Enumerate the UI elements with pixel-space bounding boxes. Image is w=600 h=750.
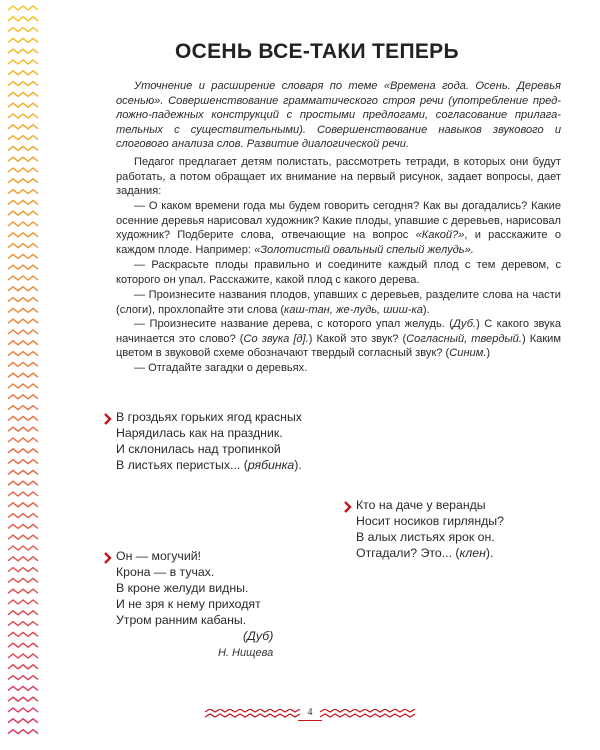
zigzag-row (8, 92, 38, 96)
zigzag-row (8, 265, 38, 269)
zigzag-row (205, 709, 300, 712)
zigzag-row (8, 676, 38, 680)
zigzag-row (8, 708, 38, 712)
riddle-line: Нарядилась как на праздник. (116, 426, 283, 440)
zigzag-row (8, 492, 38, 496)
body-paragraph: — Произнесите названия плодов, упавших с деревьев, разделите слова на части (слоги), прохлопайте эти слова (каш-тан, же-лудь, шиш-ка). (116, 289, 561, 316)
riddle-line: Крона — в тучах. (116, 565, 215, 579)
zigzag-row (8, 71, 38, 75)
zigzag-row (8, 308, 38, 312)
riddle-line: Носит носиков гирлянды? (356, 514, 504, 528)
zigzag-row (8, 622, 38, 626)
zigzag-row (8, 233, 38, 237)
zigzag-row (8, 276, 38, 280)
zigzag-row (8, 632, 38, 636)
zigzag-row (8, 568, 38, 572)
zigzag-row (8, 643, 38, 647)
zigzag-row (8, 287, 38, 291)
zigzag-row (8, 600, 38, 604)
zigzag-row (8, 578, 38, 582)
zigzag-row (8, 481, 38, 485)
decorative-zigzag-border (6, 4, 40, 746)
zigzag-row (8, 298, 38, 302)
body-paragraph: — О каком времени года мы будем говорить сегодня? Как вы догадались? Какие осенние деревья нарисовал художник? Какие плоды, упавшие с деревьев, нарисовал художник? Подберите слова, отвечающие на вопрос «Какой?», и расскажите о каждом плоде. Например: «Золотистый овальный спелый желудь». (116, 200, 562, 256)
zigzag-row (8, 535, 38, 539)
chevron-right-icon (343, 501, 353, 513)
riddle-line: В алых листьях ярок он. (356, 530, 495, 544)
zigzag-row (8, 557, 38, 561)
zigzag-row (8, 352, 38, 356)
zigzag-row (8, 730, 38, 734)
zigzag-row (8, 665, 38, 669)
riddle-line: И не зря к нему приходят (116, 597, 261, 611)
zigzag-row (8, 611, 38, 615)
page-title: ОСЕНЬ ВСЕ-ТАКИ ТЕПЕРЬ (175, 40, 459, 63)
zigzag-row (8, 449, 38, 453)
zigzag-row (8, 416, 38, 420)
zigzag-row (8, 697, 38, 701)
zigzag-row (8, 524, 38, 528)
decorative-zigzag-divider (320, 709, 415, 721)
zigzag-row (8, 589, 38, 593)
riddle-answer: клен (459, 546, 486, 560)
zigzag-row (320, 714, 415, 717)
zigzag-row (205, 714, 300, 717)
zigzag-row (8, 114, 38, 118)
body-paragraph: Педагог предлагает детям полистать, рассмотреть тетради, в которых они будут работать, а потом обращает их внимание на первый рисунок, задает вопросы, дает задания: (116, 156, 561, 198)
riddle-oak (116, 548, 261, 628)
zigzag-row (8, 222, 38, 226)
chevron-right-icon (103, 552, 113, 564)
zigzag-row (8, 503, 38, 507)
riddle-line-last: В листьях перистых... (рябинка). (116, 458, 302, 472)
lesson-goals: Уточнение и расширение словаря по теме «Времена года. Осень. Деревья осенью». Совершенствование грамматического строя речи (употребление пред- ложно-падежных конструкций с простыми предлогами, согласование прилага- тельных с существительными). Совершенствование навыков звукового и слогового анализа слов. Развитие диалогической речи. (116, 80, 561, 151)
zigzag-row (8, 168, 38, 172)
riddle-maple (356, 497, 504, 561)
zigzag-row (8, 406, 38, 410)
zigzag-row (8, 200, 38, 204)
zigzag-row (8, 460, 38, 464)
zigzag-row (8, 244, 38, 248)
page-number: 4 (307, 707, 313, 718)
riddle-line: В кроне желуди видны. (116, 581, 249, 595)
riddle-line: Кто на даче у веранды (356, 498, 486, 512)
zigzag-row (8, 438, 38, 442)
zigzag-row (8, 60, 38, 64)
zigzag-row (8, 719, 38, 723)
riddle-answer: рябинка (247, 458, 295, 472)
zigzag-row (8, 190, 38, 194)
zigzag-row (8, 125, 38, 129)
zigzag-row (8, 384, 38, 388)
zigzag-row (8, 82, 38, 86)
zigzag-row (8, 157, 38, 161)
decorative-zigzag-divider (205, 709, 300, 721)
zigzag-row (8, 427, 38, 431)
zigzag-row (8, 546, 38, 550)
riddle-answer: (Дуб) (243, 629, 274, 643)
riddle-line: Утром ранним кабаны. (116, 613, 247, 627)
zigzag-row (8, 28, 38, 32)
body-paragraph: — Раскрасьте плоды правильно и соедините каждый плод с тем деревом, с которого он упал. Расскажите, какой плод с какого дерева. (116, 259, 561, 286)
riddle-rowan (116, 409, 302, 473)
riddle-line-last: Отгадали? Это... (клен). (356, 546, 494, 560)
zigzag-row (8, 136, 38, 140)
chevron-right-icon (103, 413, 113, 425)
zigzag-row (8, 330, 38, 334)
riddle-line: И склонилась над тропинкой (116, 442, 281, 456)
zigzag-row (8, 254, 38, 258)
poem-author: Н. Нищева (218, 647, 274, 659)
zigzag-row (8, 686, 38, 690)
zigzag-row (8, 103, 38, 107)
body-paragraph: — Произнесите название дерева, с которого упал желудь. (Дуб.) С какого звука начинается это слово? (Со звука [д].) Какой это звук? (Согласный, твердый.) Каким цветом в звуковой схеме обозначают твердый согласный звук? (Синим.) (116, 318, 562, 360)
riddle-line: В гроздьях горьких ягод красных (116, 410, 302, 424)
zigzag-row (8, 470, 38, 474)
zigzag-row (320, 709, 415, 712)
zigzag-row (8, 17, 38, 21)
zigzag-row (8, 146, 38, 150)
body-paragraph: — Отгадайте загадки о деревьях. (134, 362, 308, 374)
zigzag-row (8, 654, 38, 658)
zigzag-row (8, 211, 38, 215)
zigzag-row (8, 319, 38, 323)
zigzag-row (8, 6, 38, 10)
zigzag-row (8, 49, 38, 53)
zigzag-row (8, 179, 38, 183)
zigzag-row (8, 514, 38, 518)
zigzag-row (8, 38, 38, 42)
zigzag-row (8, 341, 38, 345)
page-number-underline (298, 720, 322, 721)
zigzag-row (8, 395, 38, 399)
zigzag-row (8, 362, 38, 366)
zigzag-row (8, 373, 38, 377)
riddle-line: Он — могучий! (116, 549, 201, 563)
